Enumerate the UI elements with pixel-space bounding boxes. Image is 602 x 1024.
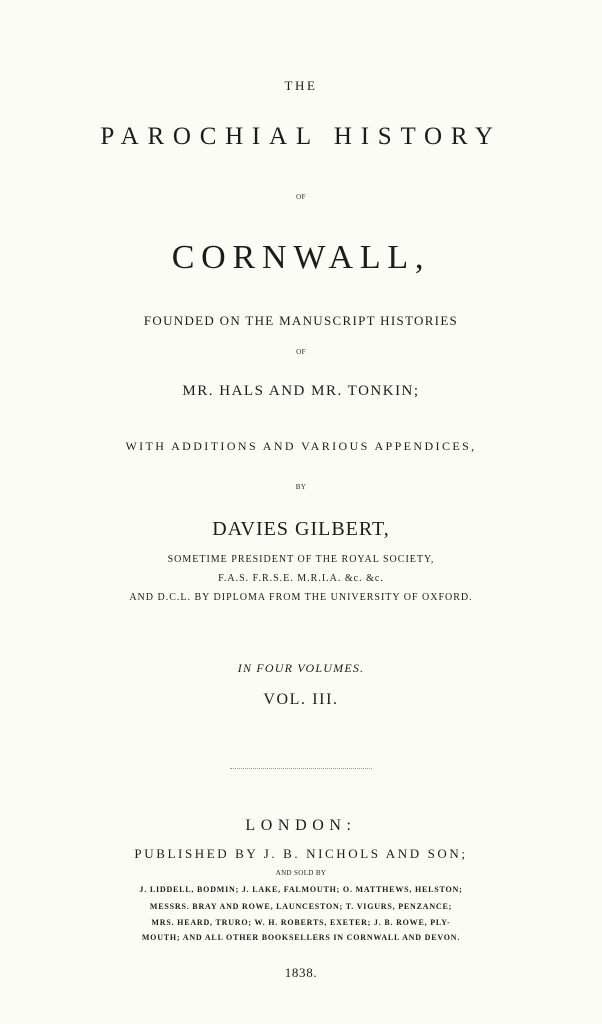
credential-line-3: AND D.C.L. BY DIPLOMA FROM THE UNIVERSITY OF OXFORD. <box>129 592 473 603</box>
divider-rule <box>230 768 372 769</box>
publisher-line: PUBLISHED BY J. B. NICHOLS AND SON; <box>134 846 468 861</box>
authors-line: MR. HALS AND MR. TONKIN; <box>182 383 420 399</box>
credential-line-2: F.A.S. F.R.S.E. M.R.I.A. &c. &c. <box>218 573 384 584</box>
sellers-line-2: MESSRS. BRAY AND ROWE, LAUNCESTON; T. VIGURS, PENZANCE; <box>149 902 453 911</box>
editor-name: DAVIES GILBERT, <box>212 518 390 540</box>
sold-by-line: AND SOLD BY <box>275 869 327 877</box>
county-title: CORNWALL, <box>171 239 431 276</box>
founded-line: FOUNDED ON THE MANUSCRIPT HISTORIES <box>143 313 459 328</box>
sellers-line-3: MRS. HEARD, TRURO; W. H. ROBERTS, EXETER; J. B. ROWE, PLY- <box>151 918 451 927</box>
the-line: THE <box>284 78 318 93</box>
by-line: BY <box>295 483 307 491</box>
sellers-line-1: J. LIDDELL, BODMIN; J. LAKE, FALMOUTH; O. MATTHEWS, HELSTON; <box>139 885 463 894</box>
of-line-2: OF <box>296 348 306 356</box>
of-line-1: OF <box>296 193 306 201</box>
volumes-line: IN FOUR VOLUMES. <box>237 661 365 675</box>
credential-line-1: SOMETIME PRESIDENT OF THE ROYAL SOCIETY, <box>167 554 435 565</box>
volume-number: VOL. III. <box>263 691 339 708</box>
sellers-line-4: MOUTH; AND ALL OTHER BOOKSELLERS IN CORNWALL AND DEVON. <box>141 933 461 942</box>
additions-line: WITH ADDITIONS AND VARIOUS APPENDICES, <box>125 439 477 453</box>
publication-year: 1838. <box>284 965 318 980</box>
main-title: PAROCHIAL HISTORY <box>100 123 502 150</box>
imprint-city: LONDON: <box>245 817 357 834</box>
